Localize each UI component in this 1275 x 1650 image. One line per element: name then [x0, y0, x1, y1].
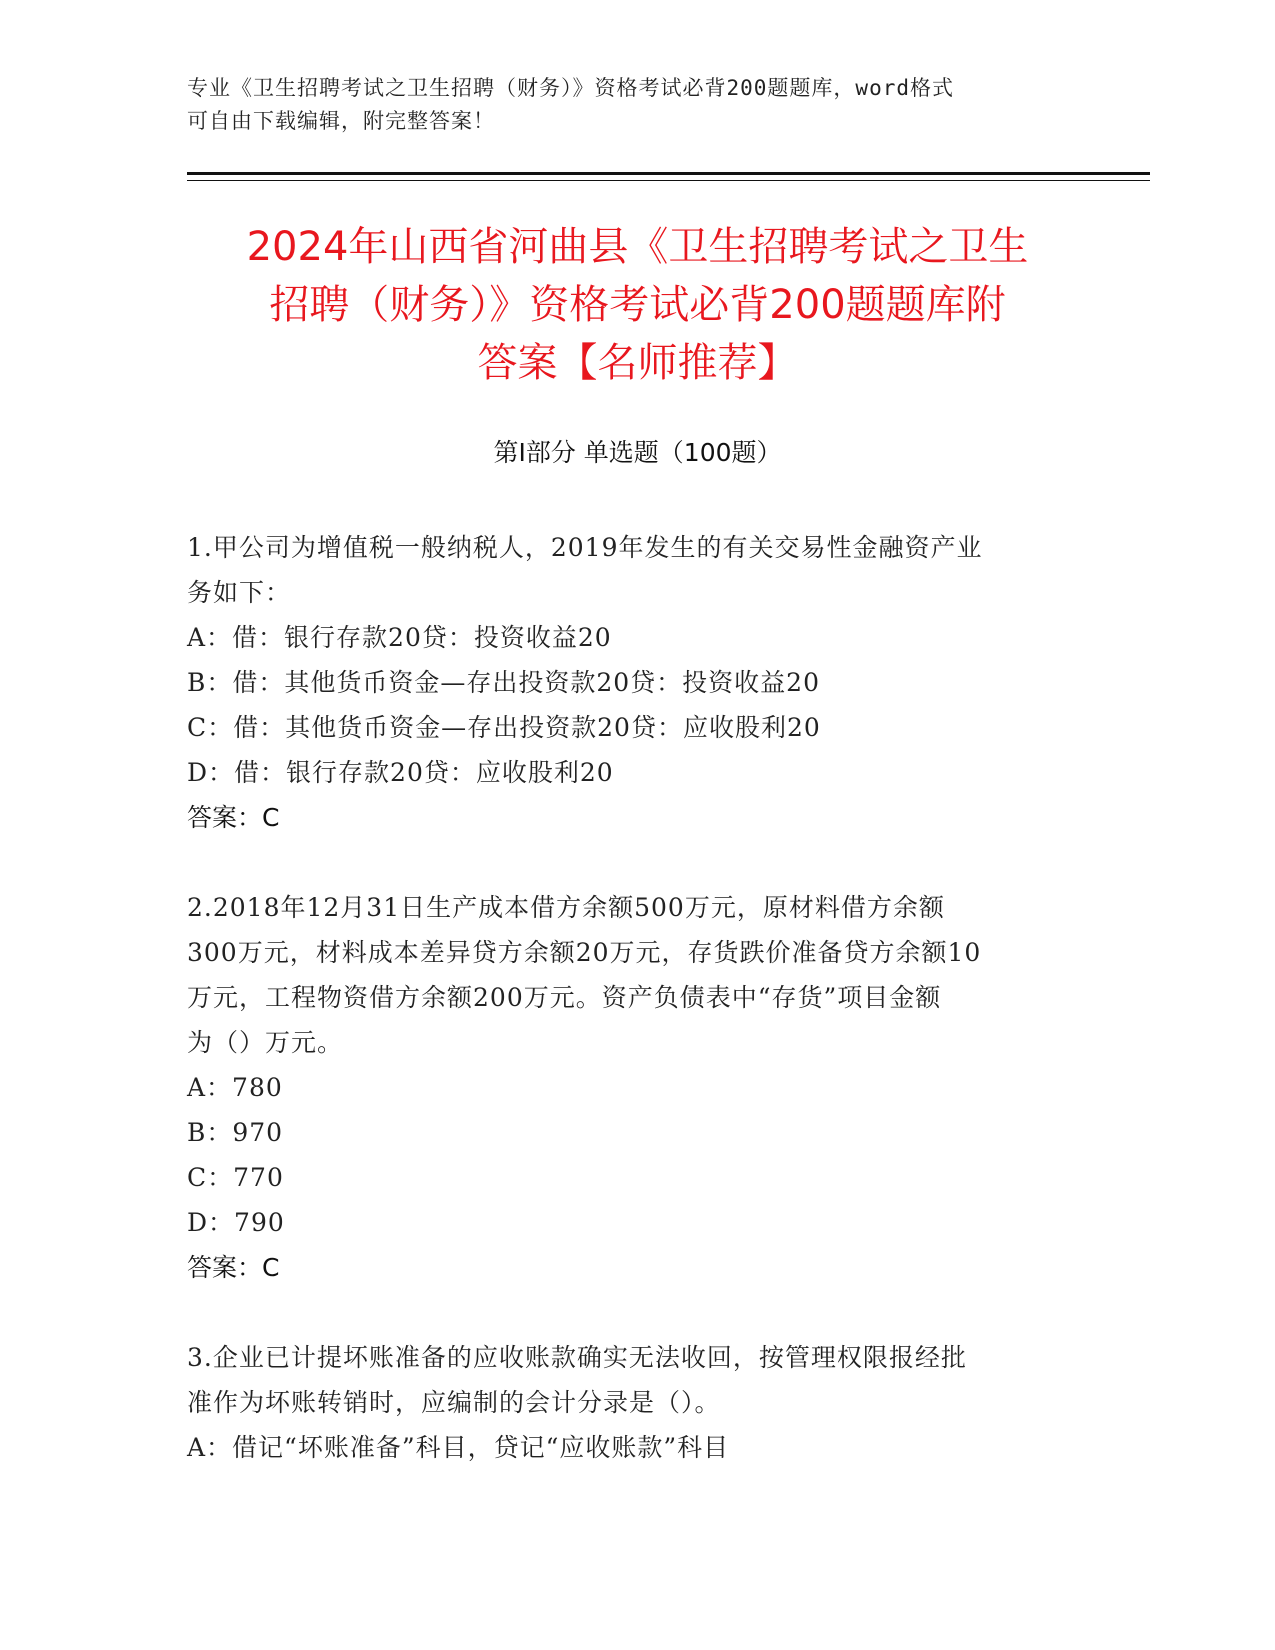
option-d: D：790 [187, 1208, 285, 1237]
header-note-line: 可自由下载编辑，附完整答案！ [187, 109, 495, 133]
option-c: C：770 [187, 1163, 284, 1192]
stem-line: 准作为坏账转销时，应编制的会计分录是（）。 [187, 1388, 721, 1417]
stem-line: 务如下： [187, 578, 292, 607]
option-a: A：借记“坏账准备”科目，贷记“应收账款”科目 [187, 1433, 730, 1462]
option-a: A：780 [187, 1073, 283, 1102]
header-divider-thin [187, 180, 1150, 181]
answer-line: 答案：C [187, 1253, 280, 1282]
title-line: 招聘（财务）》资格考试必背200题题库附 [269, 282, 1006, 328]
stem-line: 为（）万元。 [187, 1028, 344, 1057]
section-heading: 第Ⅰ部分 单选题（100题） [493, 438, 782, 467]
option-b: B：970 [187, 1118, 284, 1147]
option-a: A：借：银行存款20贷：投资收益20 [187, 623, 612, 652]
document-title [160, 218, 1115, 392]
question-3 [187, 1335, 1087, 1470]
title-line: 2024年山西省河曲县《卫生招聘考试之卫生 [246, 224, 1029, 270]
stem-line: 300万元，材料成本差异贷方余额20万元，存货跌价准备贷方余额10 [187, 938, 982, 967]
question-2 [187, 885, 1087, 1290]
option-d: D：借：银行存款20贷：应收股利20 [187, 758, 614, 787]
question-1 [187, 525, 1087, 840]
stem-line: 万元，工程物资借方余额200万元。资产负债表中“存货”项目金额 [187, 983, 942, 1012]
stem-line: 1.甲公司为增值税一般纳税人，2019年发生的有关交易性金融资产业 [187, 533, 983, 562]
option-c: C：借：其他货币资金—存出投资款20贷：应收股利20 [187, 713, 821, 742]
stem-line: 2.2018年12月31日生产成本借方余额500万元，原材料借方余额 [187, 893, 945, 922]
header-divider-thick [187, 172, 1150, 175]
question-stem [187, 1335, 1087, 1425]
answer-line: 答案：C [187, 803, 280, 832]
question-stem [187, 885, 1087, 1065]
header-note-line: 专业《卫生招聘考试之卫生招聘（财务）》资格考试必背200题题库，word格式 [187, 76, 954, 100]
header-note [187, 72, 1087, 138]
option-b: B：借：其他货币资金—存出投资款20贷：投资收益20 [187, 668, 820, 697]
question-stem [187, 525, 1087, 615]
title-line: 答案【名师推荐】 [477, 340, 798, 386]
stem-line: 3.企业已计提坏账准备的应收账款确实无法收回，按管理权限报经批 [187, 1343, 967, 1372]
